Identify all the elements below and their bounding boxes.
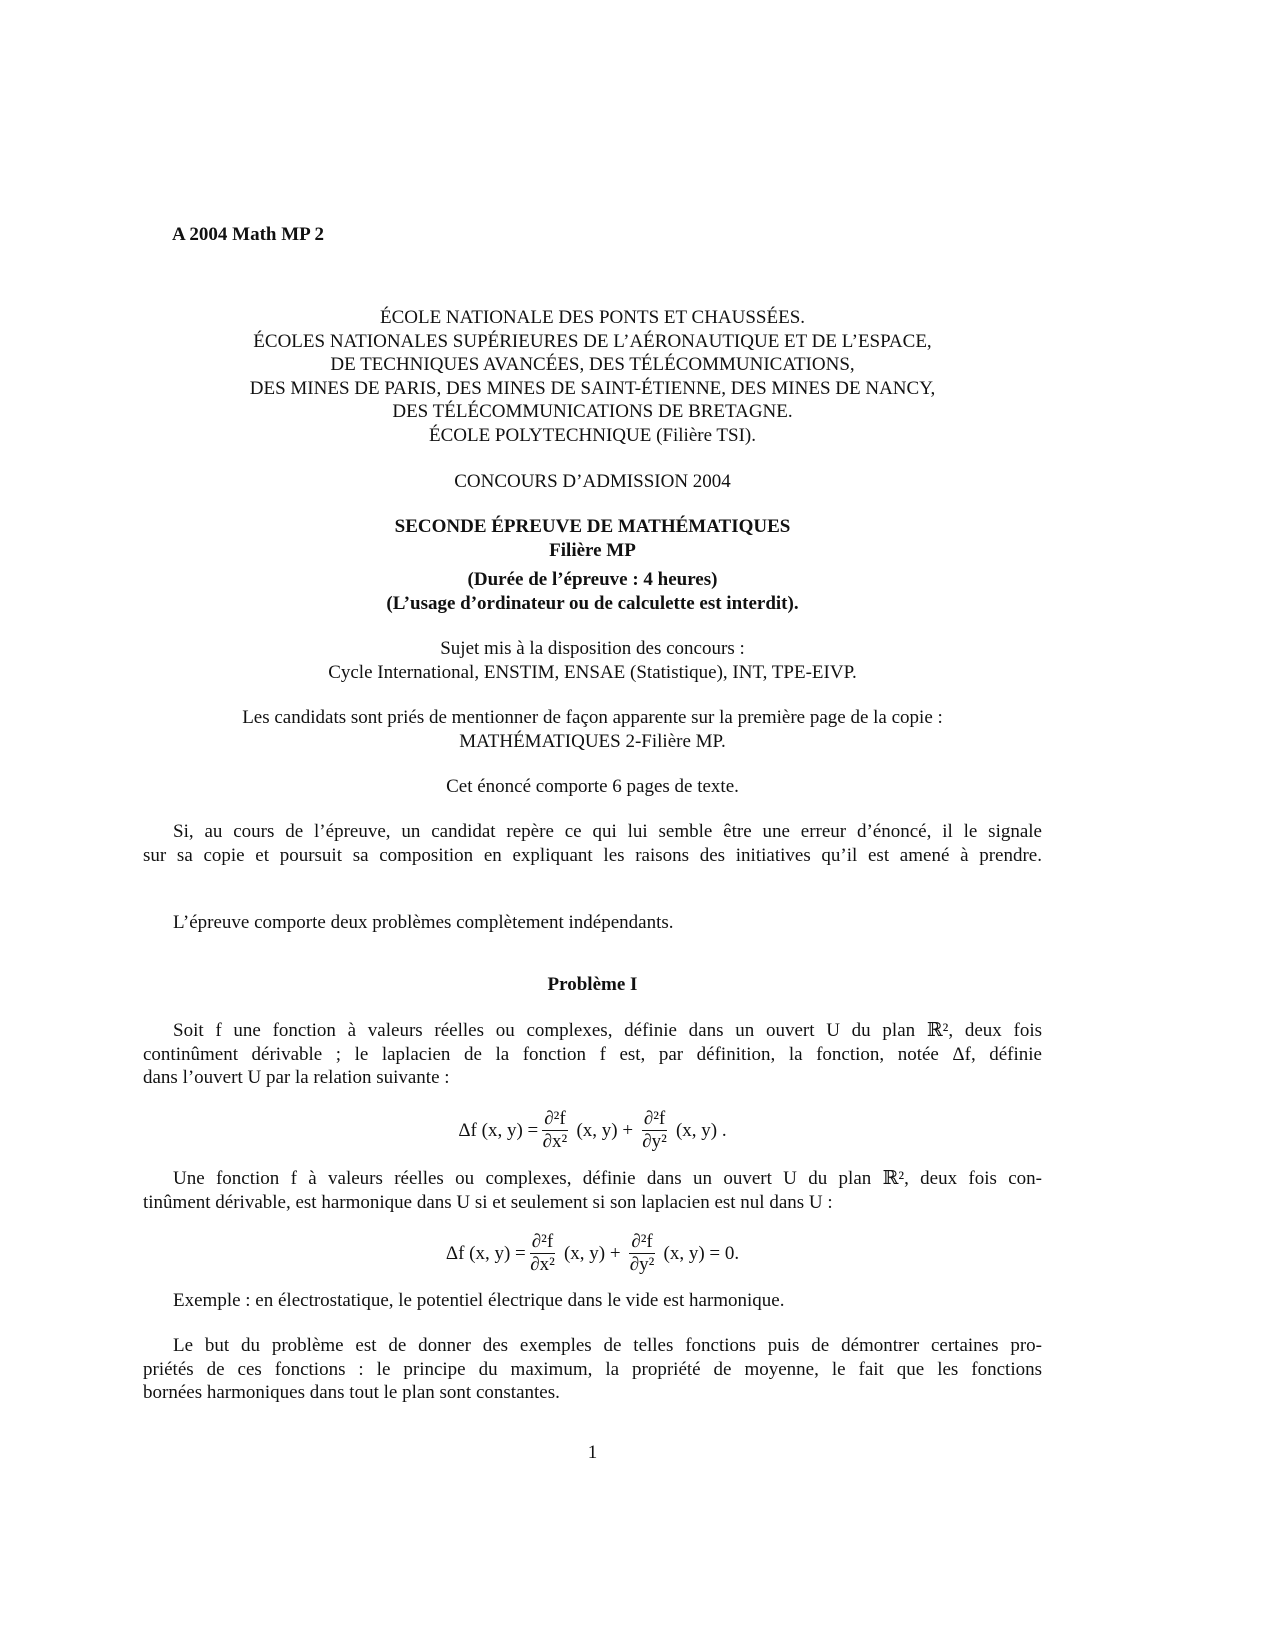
text-line: sur sa copie et poursuit sa composition en expliquant les raisons des initiatives qu’il est amené à prendre. [143, 844, 1042, 866]
numerator: ∂²f [531, 1231, 554, 1252]
fraction [530, 1231, 555, 1276]
candidats [143, 706, 1042, 753]
epreuve-duree: (Durée de l’épreuve : 4 heures) [467, 569, 718, 591]
denominator: ∂x² [530, 1254, 555, 1275]
pages-note: Cet énoncé comporte 6 pages de texte. [446, 776, 739, 797]
numerator: ∂²f [631, 1231, 653, 1252]
epreuve-usage: (L’usage d’ordinateur ou de calculette est interdit). [386, 592, 799, 614]
epreuve-filiere: Filière MP [549, 539, 636, 561]
epreuve-heading [143, 515, 1042, 615]
concours: CONCOURS D’ADMISSION 2004 [454, 471, 731, 492]
text-line: Soit f une fonction à valeurs réelles ou complexes, définie dans un ouvert U du plan ℝ², deux fois [173, 1020, 1042, 1041]
candidats-line: MATHÉMATIQUES 2-Filière MP. [459, 730, 726, 752]
fraction [629, 1231, 654, 1276]
exam-code: A 2004 Math MP 2 [172, 224, 324, 245]
fraction [542, 1108, 567, 1153]
paragraph-2 [143, 1167, 1042, 1214]
epreuve-title: SECONDE ÉPREUVE DE MATHÉMATIQUES [394, 516, 791, 537]
page-number: 1 [587, 1442, 598, 1463]
institution-line: DE TECHNIQUES AVANCÉES, DES TÉLÉCOMMUNICATIONS, [330, 354, 855, 376]
text-line: bornées harmoniques dans tout le plan sont constantes. [143, 1382, 560, 1404]
eq-mid: (x, y) + [571, 1119, 638, 1141]
fraction [642, 1108, 667, 1153]
institution-line: ÉCOLE NATIONALE DES PONTS ET CHAUSSÉES. [379, 307, 806, 328]
erreur-paragraph [143, 820, 1042, 867]
text-line: Si, au cours de l’épreuve, un candidat repère ce qui lui semble être une erreur d’énoncé, il le signale [173, 821, 1042, 842]
eq-end: (x, y) . [671, 1119, 727, 1141]
denominator: ∂x² [542, 1131, 568, 1152]
institution-line: ÉCOLES NATIONALES SUPÉRIEURES DE L’AÉRONAUTIQUE ET DE L’ESPACE, [253, 330, 932, 352]
denominator: ∂y² [642, 1131, 667, 1152]
equation-laplacian [143, 1108, 1042, 1153]
deux-problemes [143, 911, 1042, 935]
text-line: priétés de ces fonctions : le principe du maximum, la propriété de moyenne, le fait que les fonctions [143, 1358, 1042, 1380]
numerator: ∂²f [643, 1108, 666, 1129]
eq-lhs: Δf (x, y) = [445, 1242, 526, 1264]
text-line: tinûment dérivable, est harmonique dans U si et seulement si son laplacien est nul dans U : [143, 1191, 833, 1213]
institution-line: ÉCOLE POLYTECHNIQUE (Filière TSI). [428, 424, 757, 446]
text-line: L’épreuve comporte deux problèmes complètement indépendants. [173, 912, 674, 933]
text-line: Une fonction f à valeurs réelles ou complexes, définie dans un ouvert U du plan ℝ², deux fois con- [173, 1168, 1042, 1189]
sujet-line: Sujet mis à la disposition des concours : [440, 638, 745, 659]
text-line: dans l’ouvert U par la relation suivante : [143, 1067, 450, 1089]
paragraph-1 [143, 1019, 1042, 1090]
probleme-title: Problème I [547, 974, 638, 995]
text-line: Exemple : en électrostatique, le potentiel électrique dans le vide est harmonique. [173, 1290, 785, 1311]
institution-line: DES MINES DE PARIS, DES MINES DE SAINT-ÉTIENNE, DES MINES DE NANCY, [249, 377, 936, 399]
exemple [143, 1289, 1042, 1313]
institution-line: DES TÉLÉCOMMUNICATIONS DE BRETAGNE. [392, 401, 793, 423]
institutions [143, 306, 1042, 448]
eq-lhs: Δf (x, y) = [458, 1119, 539, 1141]
eq-mid: (x, y) + [559, 1242, 626, 1264]
sujet [143, 637, 1042, 684]
sujet-line: Cycle International, ENSTIM, ENSAE (Statistique), INT, TPE-EIVP. [328, 661, 857, 683]
equation-harmonic [143, 1231, 1042, 1276]
numerator: ∂²f [544, 1108, 566, 1129]
text-line: Le but du problème est de donner des exemples de telles fonctions puis de démontrer certaines pro- [173, 1335, 1042, 1356]
candidats-line: Les candidats sont priés de mentionner de façon apparente sur la première page de la copie : [242, 707, 943, 728]
denominator: ∂y² [629, 1254, 655, 1275]
text-line: continûment dérivable ; le laplacien de la fonction f est, par définition, la fonction, notée Δf, définie [143, 1043, 1042, 1065]
paragraph-3 [143, 1334, 1042, 1405]
eq-end: (x, y) = 0. [658, 1242, 740, 1264]
